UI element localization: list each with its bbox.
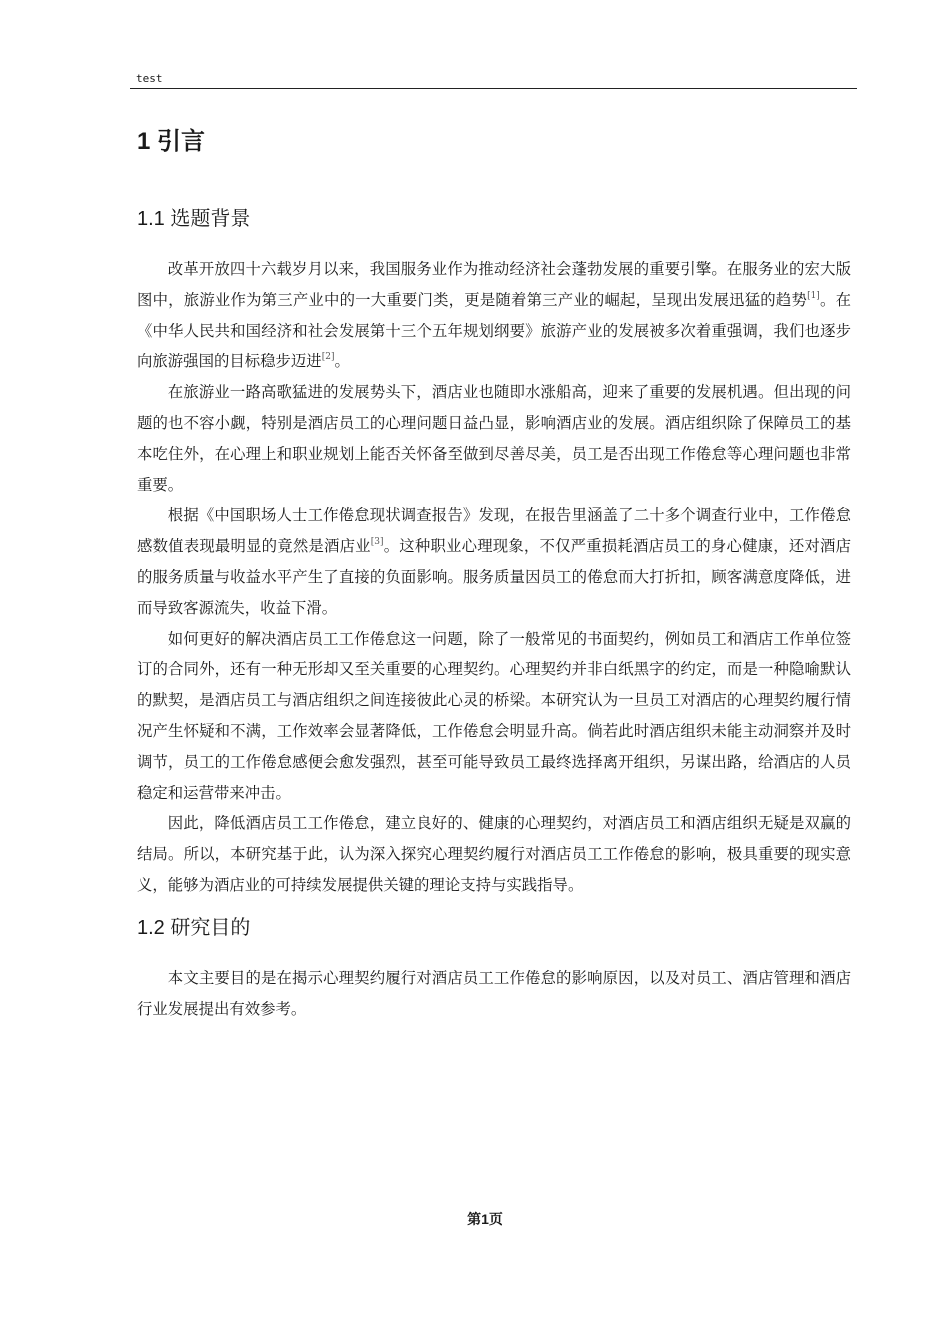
document-body	[137, 120, 851, 1024]
citation-3: [3]	[370, 537, 384, 548]
paragraph-3-text-after: 。这种职业心理现象，不仅严重损耗酒店员工的身心健康，还对酒店的服务质量与收益水平产生了直接的负面影响。服务质量因员工的倦怠而大打折扣，顾客满意度降低，进而导致客源流失，收益下滑。	[137, 537, 851, 617]
paragraph-1-text-before: 改革开放四十六载岁月以来，我国服务业作为推动经济社会蓬勃发展的重要引擎。在服务业的宏大版图中，旅游业作为第三产业中的一大重要门类，更是随着第三产业的崛起，呈现出发展迅猛的趋势	[137, 260, 851, 309]
paragraph-3-text-before: 根据《中国职场人士工作倦怠现状调查报告》发现，在报告里涵盖了二十多个调查行业中，工作倦怠感数值表现最明显的竟然是酒店业	[137, 506, 851, 556]
chapter-title: 1 引言	[137, 128, 206, 155]
citation-2: [2]	[321, 352, 335, 363]
paragraph-2: 在旅游业一路高歌猛进的发展势头下，酒店业也随即水涨船高，迎来了重要的发展机遇。但出现的问题的也不容小觑，特别是酒店员工的心理问题日益凸显，影响酒店业的发展。酒店组织除了保障员工的基本吃住外，在心理上和职业规划上能否关怀备至做到尽善尽美，员工是否出现工作倦怠等心理问题也非常重要。	[137, 383, 851, 494]
section-title-background: 1.1 选题背景	[137, 208, 251, 230]
page-header	[130, 70, 857, 89]
header-text: test	[136, 72, 163, 85]
paragraph-5: 因此，降低酒店员工工作倦怠，建立良好的、健康的心理契约，对酒店员工和酒店组织无疑是双赢的结局。所以，本研究基于此，认为深入探究心理契约履行对酒店员工工作倦怠的影响，极具重要的现实意义，能够为酒店业的可持续发展提供关键的理论支持与实践指导。	[137, 814, 851, 894]
paragraph-6: 本文主要目的是在揭示心理契约履行对酒店员工工作倦怠的影响原因，以及对员工、酒店管理和酒店行业发展提出有效参考。	[137, 968, 851, 1018]
paragraph-1-text-after: 。	[334, 352, 350, 371]
paragraph-1-text-middle: 。在《中华人民共和国经济和社会发展第十三个五年规划纲要》旅游产业的发展被多次着重强调，我们也逐步向旅游强国的目标稳步迈进	[137, 290, 851, 371]
paragraph-4: 如何更好的解决酒店员工工作倦怠这一问题，除了一般常见的书面契约，例如员工和酒店工作单位签订的合同外，还有一种无形却又至关重要的心理契约。心理契约并非白纸黑字的约定，而是一种隐喻默认的默契，是酒店员工与酒店组织之间连接彼此心灵的桥梁。本研究认为一旦员工对酒店的心理契约履行情况产生怀疑和不满，工作效率会显著降低，工作倦怠会明显升高。倘若此时酒店组织未能主动洞察并及时调节，员工的工作倦怠感便会愈发强烈，甚至可能导致员工最终选择离开组织，另谋出路，给酒店的人员稳定和运营带来冲击。	[137, 629, 851, 802]
paragraph-1	[137, 254, 851, 377]
page-number: 第1页	[467, 1211, 503, 1227]
citation-1: [1]	[807, 290, 820, 301]
paragraph-3	[137, 500, 851, 623]
section-title-purpose: 1.2 研究目的	[137, 916, 251, 939]
